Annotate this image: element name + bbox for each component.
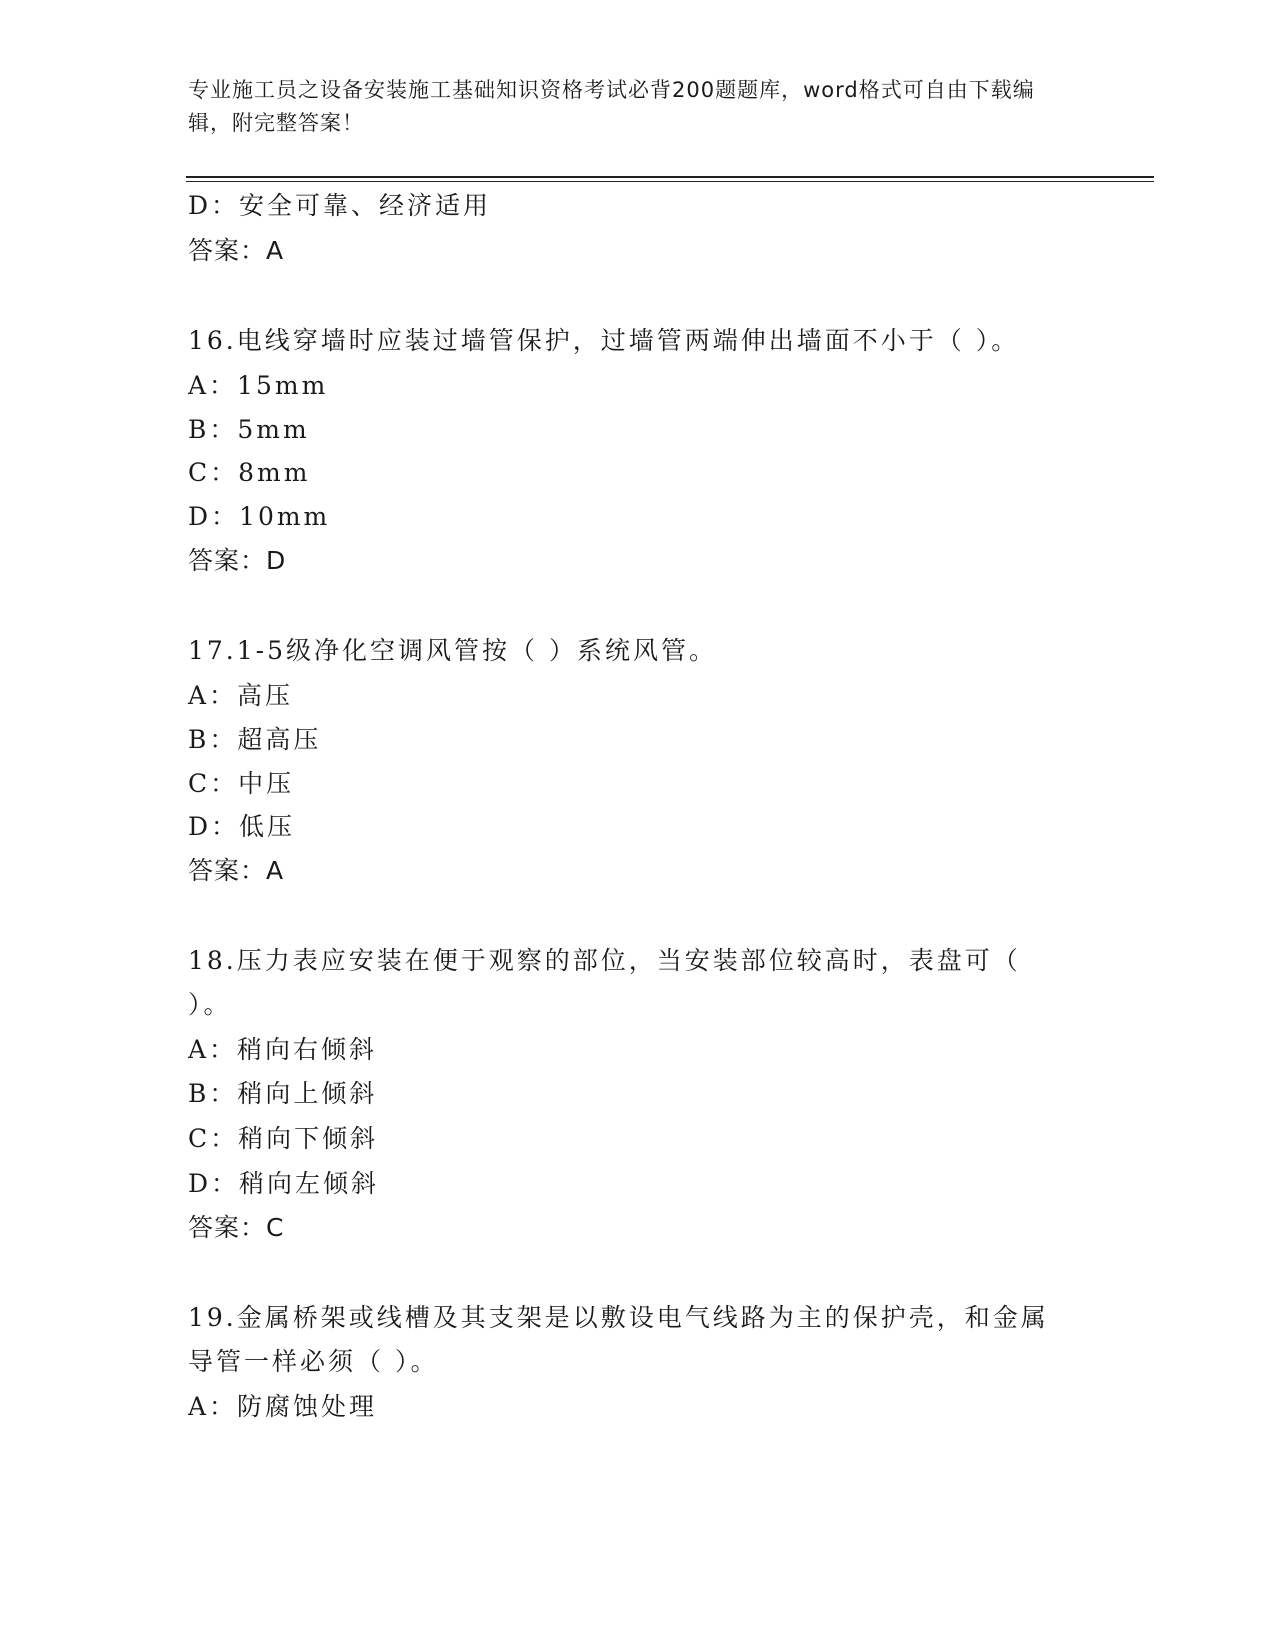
- q18-stem-line-2: ）。: [188, 990, 232, 1019]
- q16-option-c: C：8mm: [188, 458, 311, 487]
- q19-option-a: A：防腐蚀处理: [188, 1392, 378, 1421]
- q18-option-b: B：稍向上倾斜: [188, 1079, 378, 1108]
- q16-stem: 16.电线穿墙时应装过墙管保护，过墙管两端伸出墙面不小于（ ）。: [188, 326, 1020, 355]
- q16-option-d: D：10mm: [188, 502, 331, 531]
- q19-stem-line-2: 导管一样必须（ ）。: [188, 1347, 439, 1376]
- q19-stem-line-1: 19.金属桥架或线槽及其支架是以敷设电气线路为主的保护壳，和金属: [188, 1303, 1049, 1332]
- q17-stem: 17.1-5级净化空调风管按（ ）系统风管。: [188, 636, 717, 665]
- q17-option-c: C：中压: [188, 769, 295, 798]
- q17-option-d: D：低压: [188, 812, 296, 841]
- q17-answer: 答案：A: [188, 856, 285, 885]
- q15-option-d: D：安全可靠、经济适用: [188, 191, 492, 220]
- q17-option-a: A：高压: [188, 681, 294, 710]
- q16-option-b: B：5mm: [188, 415, 310, 444]
- header-divider-thick: [186, 176, 1154, 178]
- header-divider-thin: [186, 181, 1154, 182]
- q16-answer: 答案：D: [188, 546, 287, 575]
- q18-stem-line-1: 18.压力表应安装在便于观察的部位，当安装部位较高时，表盘可（: [188, 946, 1021, 975]
- q18-answer: 答案：C: [188, 1213, 285, 1242]
- q17-option-b: B：超高压: [188, 725, 322, 754]
- q18-option-a: A：稍向右倾斜: [188, 1035, 378, 1064]
- q18-option-c: C：稍向下倾斜: [188, 1124, 379, 1153]
- q16-option-a: A：15mm: [188, 371, 329, 400]
- document-header: 专业施工员之设备安装施工基础知识资格考试必背200题题库，word格式可自由下载编辑，附完整答案！: [188, 78, 1035, 135]
- q18-option-d: D：稍向左倾斜: [188, 1169, 380, 1198]
- q15-answer: 答案：A: [188, 236, 285, 265]
